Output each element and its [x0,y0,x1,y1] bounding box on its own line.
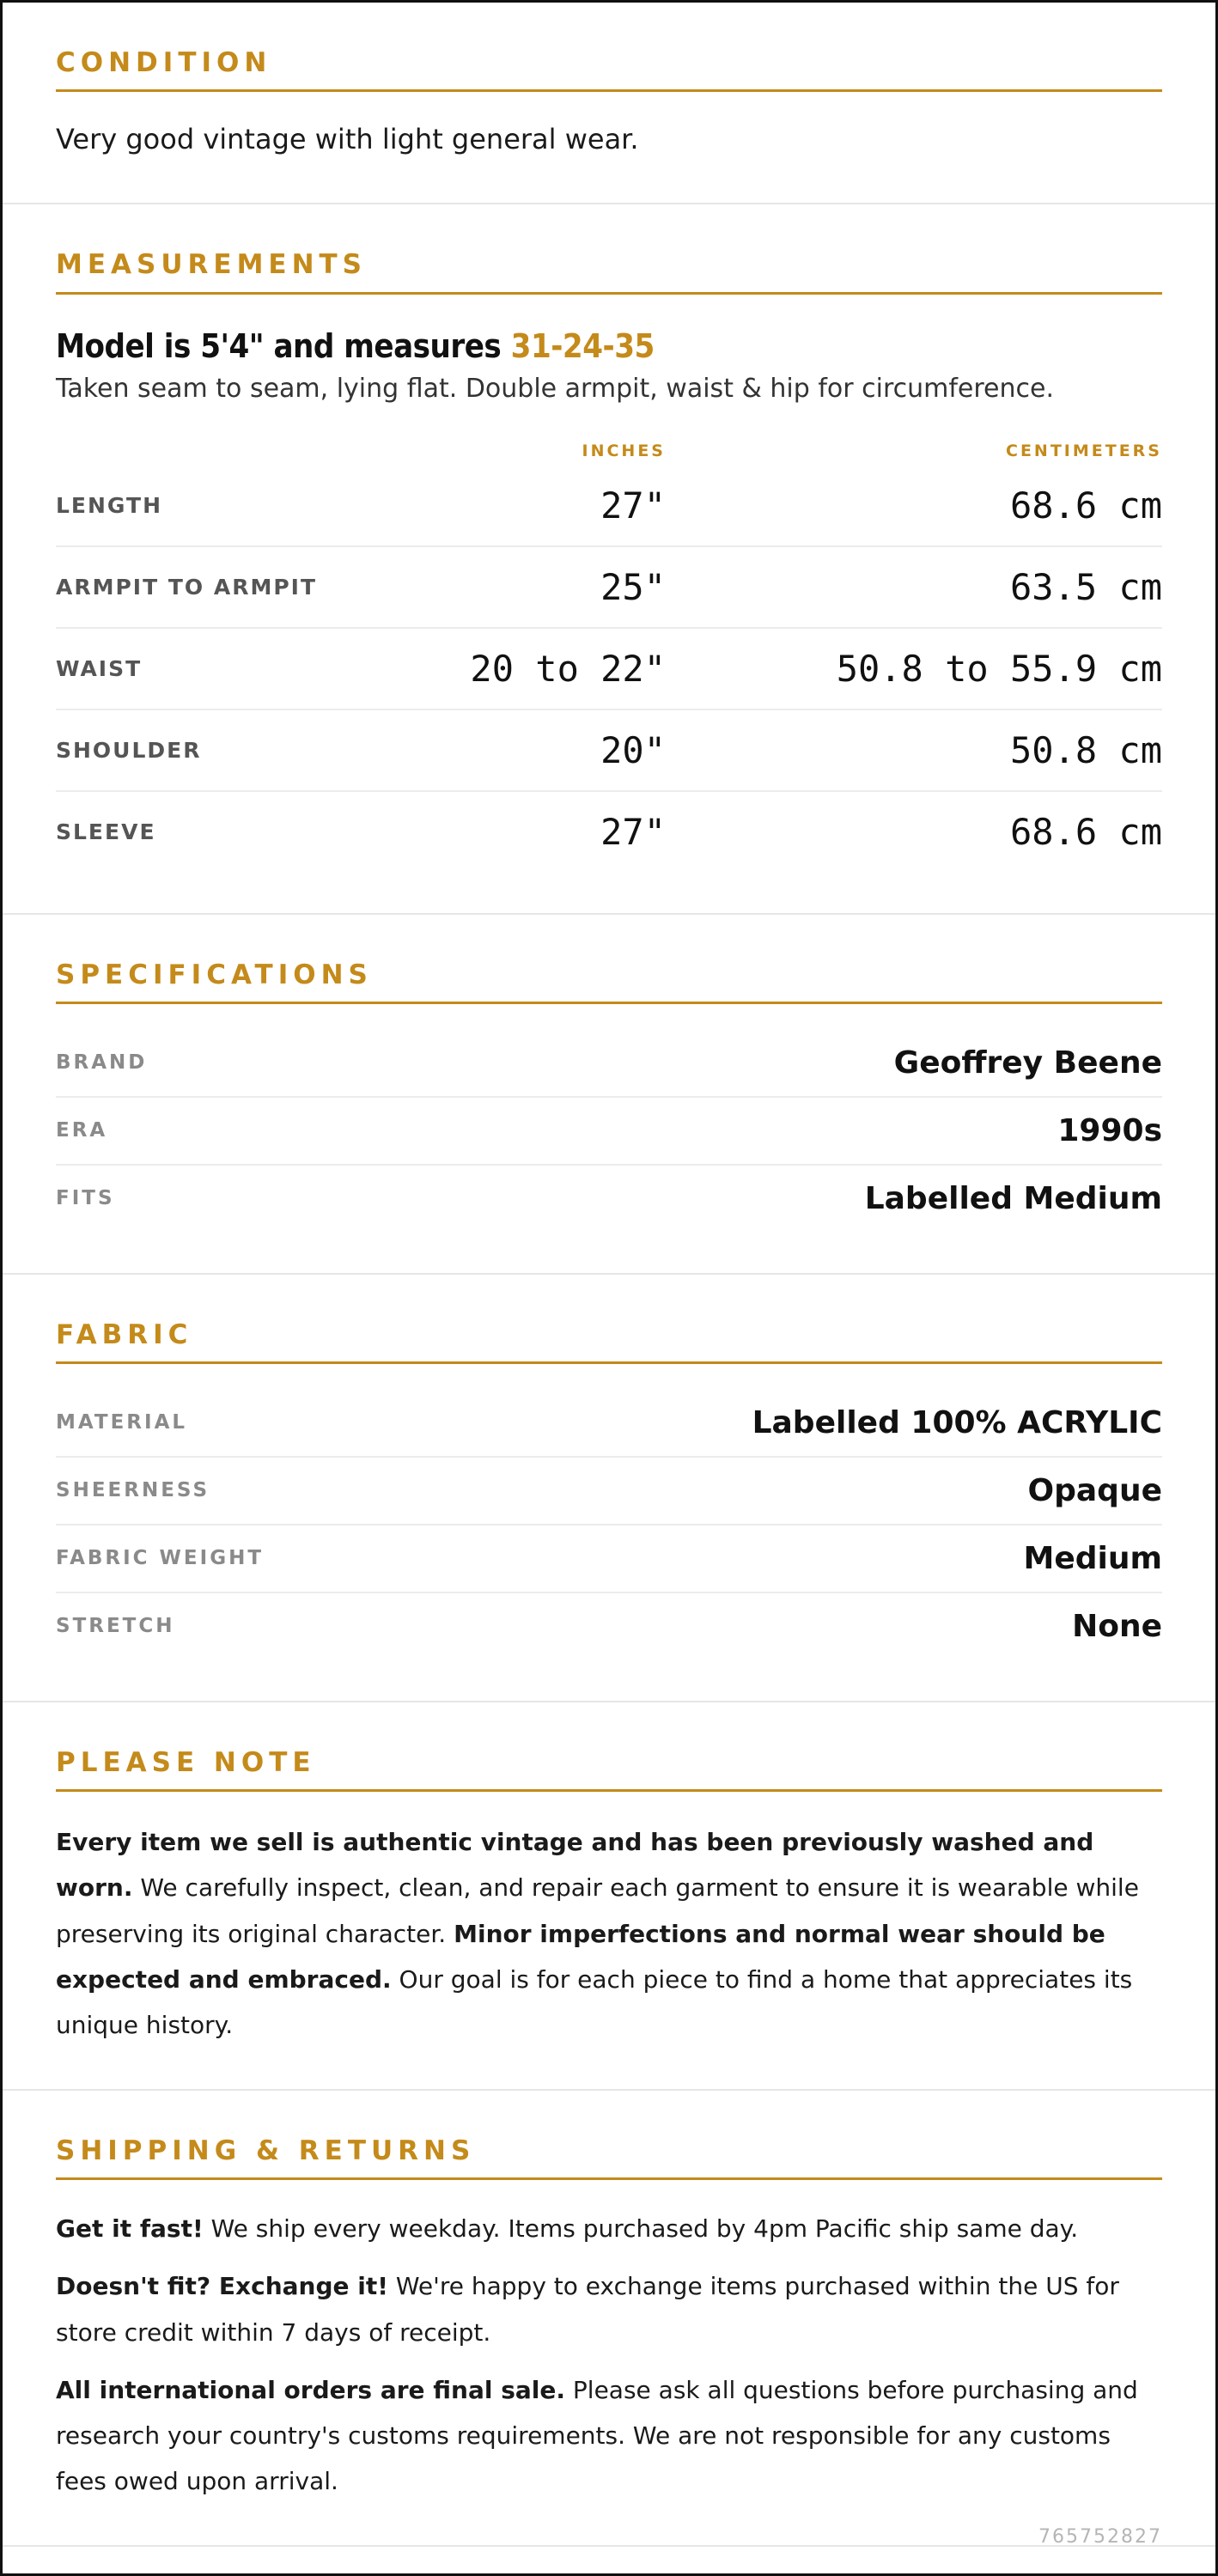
specifications-list [56,1030,1162,1232]
measurement-cm: 68.6 cm [1009,484,1162,527]
measurements-table-header [56,436,1162,466]
model-prefix: Model is 5'4" and measures [56,326,511,365]
condition-section [3,3,1215,204]
specifications-section [3,915,1215,1275]
fabric-label: MATERIAL [56,1411,188,1434]
shipping-text-1: We ship every weekday. Items purchased by 4pm Pacific ship same day. [203,2214,1079,2244]
fabric-title: FABRIC [56,1319,1162,1364]
list-item [56,1030,1162,1098]
shipping-paragraph-fast [56,2206,1162,2251]
measurement-cm: 68.6 cm [1009,810,1162,853]
measurement-label: LENGTH [56,492,162,518]
table-row [56,629,1162,710]
shipping-paragraph-international [56,2367,1162,2505]
specifications-title: SPECIFICATIONS [56,959,1162,1004]
list-item [56,1098,1162,1166]
list-item [56,1593,1162,1659]
list-item [56,1458,1162,1526]
list-item [56,1166,1162,1232]
measurement-label: SLEEVE [56,819,156,844]
please-note-title: PLEASE NOTE [56,1747,1162,1792]
fabric-label: FABRIC WEIGHT [56,1547,265,1570]
please-note-text [56,1819,1162,2048]
list-item [56,1526,1162,1593]
shipping-bold-2: Doesn't fit? Exchange it! [56,2272,388,2301]
measurement-cm: 50.8 cm [1009,728,1162,771]
measurements-title: MEASUREMENTS [56,249,1162,294]
shipping-bold-1: Get it fast! [56,2214,204,2244]
table-row [56,547,1162,629]
fabric-label: STRETCH [56,1615,175,1638]
measurement-inches: 27" [600,810,666,853]
please-note-section [3,1702,1215,2091]
table-row [56,710,1162,792]
fabric-value: Labelled 100% ACRYLIC [752,1404,1162,1440]
measurement-inches: 20 to 22" [470,647,666,690]
table-row [56,792,1162,872]
shipping-returns-section [3,2091,1215,2547]
fabric-list [56,1390,1162,1659]
measurement-method-text: Taken seam to seam, lying flat. Double armpit, waist & hip for circumference. [56,373,1055,404]
condition-title: CONDITION [56,47,1162,92]
fabric-label: SHEERNESS [56,1479,210,1502]
note-bold-2: Minor imperfections and normal wear should be expected and embraced. [56,1919,1105,1994]
measurement-inches: 25" [600,565,666,608]
shipping-returns-title: SHIPPING & RETURNS [56,2135,1162,2180]
note-text-2: Our goal is for each piece to find a home that appreciates its unique history. [56,1964,1133,2039]
condition-text: Very good vintage with light general wear. [56,123,639,156]
measurements-section [3,204,1215,914]
fabric-section [3,1275,1215,1702]
measurement-inches: 27" [600,484,666,527]
spec-value: 1990s [1057,1112,1162,1148]
measurement-inches: 20" [600,728,666,771]
note-text-1: We carefully inspect, clean, and repair each garment to ensure it is wearable while preserving its original character. [56,1873,1139,1948]
header-centimeters: CENTIMETERS [1006,441,1162,460]
measurement-cm: 50.8 to 55.9 cm [836,647,1162,690]
spec-value: Geoffrey Beene [893,1044,1162,1081]
spec-label: FITS [56,1187,115,1210]
item-id: 765752827 [1038,2526,1162,2548]
model-measure-values: 31-24-35 [510,326,655,365]
header-inches: INCHES [582,441,666,460]
spec-label: BRAND [56,1051,148,1075]
shipping-paragraph-exchange [56,2263,1162,2354]
measurement-cm: 63.5 cm [1009,565,1162,608]
fabric-value: None [1072,1608,1162,1644]
fabric-value: Medium [1023,1540,1162,1576]
list-item [56,1390,1162,1458]
shipping-text-2: We're happy to exchange items purchased within the US for store credit within 7 days of receipt. [56,2272,1119,2347]
model-measurements-line [56,327,1162,365]
spec-label: ERA [56,1119,108,1142]
shipping-bold-3: All international orders are final sale. [56,2375,566,2404]
note-bold-1: Every item we sell is authentic vintage and has been previously washed and worn. [56,1828,1094,1903]
spec-value: Labelled Medium [864,1180,1162,1216]
measurement-label: SHOULDER [56,737,202,763]
table-row [56,466,1162,547]
fabric-value: Opaque [1027,1472,1162,1508]
shipping-text-3: Please ask all questions before purchasing and research your country's customs requirements. We are not responsible for any customs fees owed upon arrival. [56,2375,1138,2496]
measurement-label: ARMPIT TO ARMPIT [56,574,318,600]
measurements-table [56,436,1162,872]
measurement-label: WAIST [56,655,143,681]
